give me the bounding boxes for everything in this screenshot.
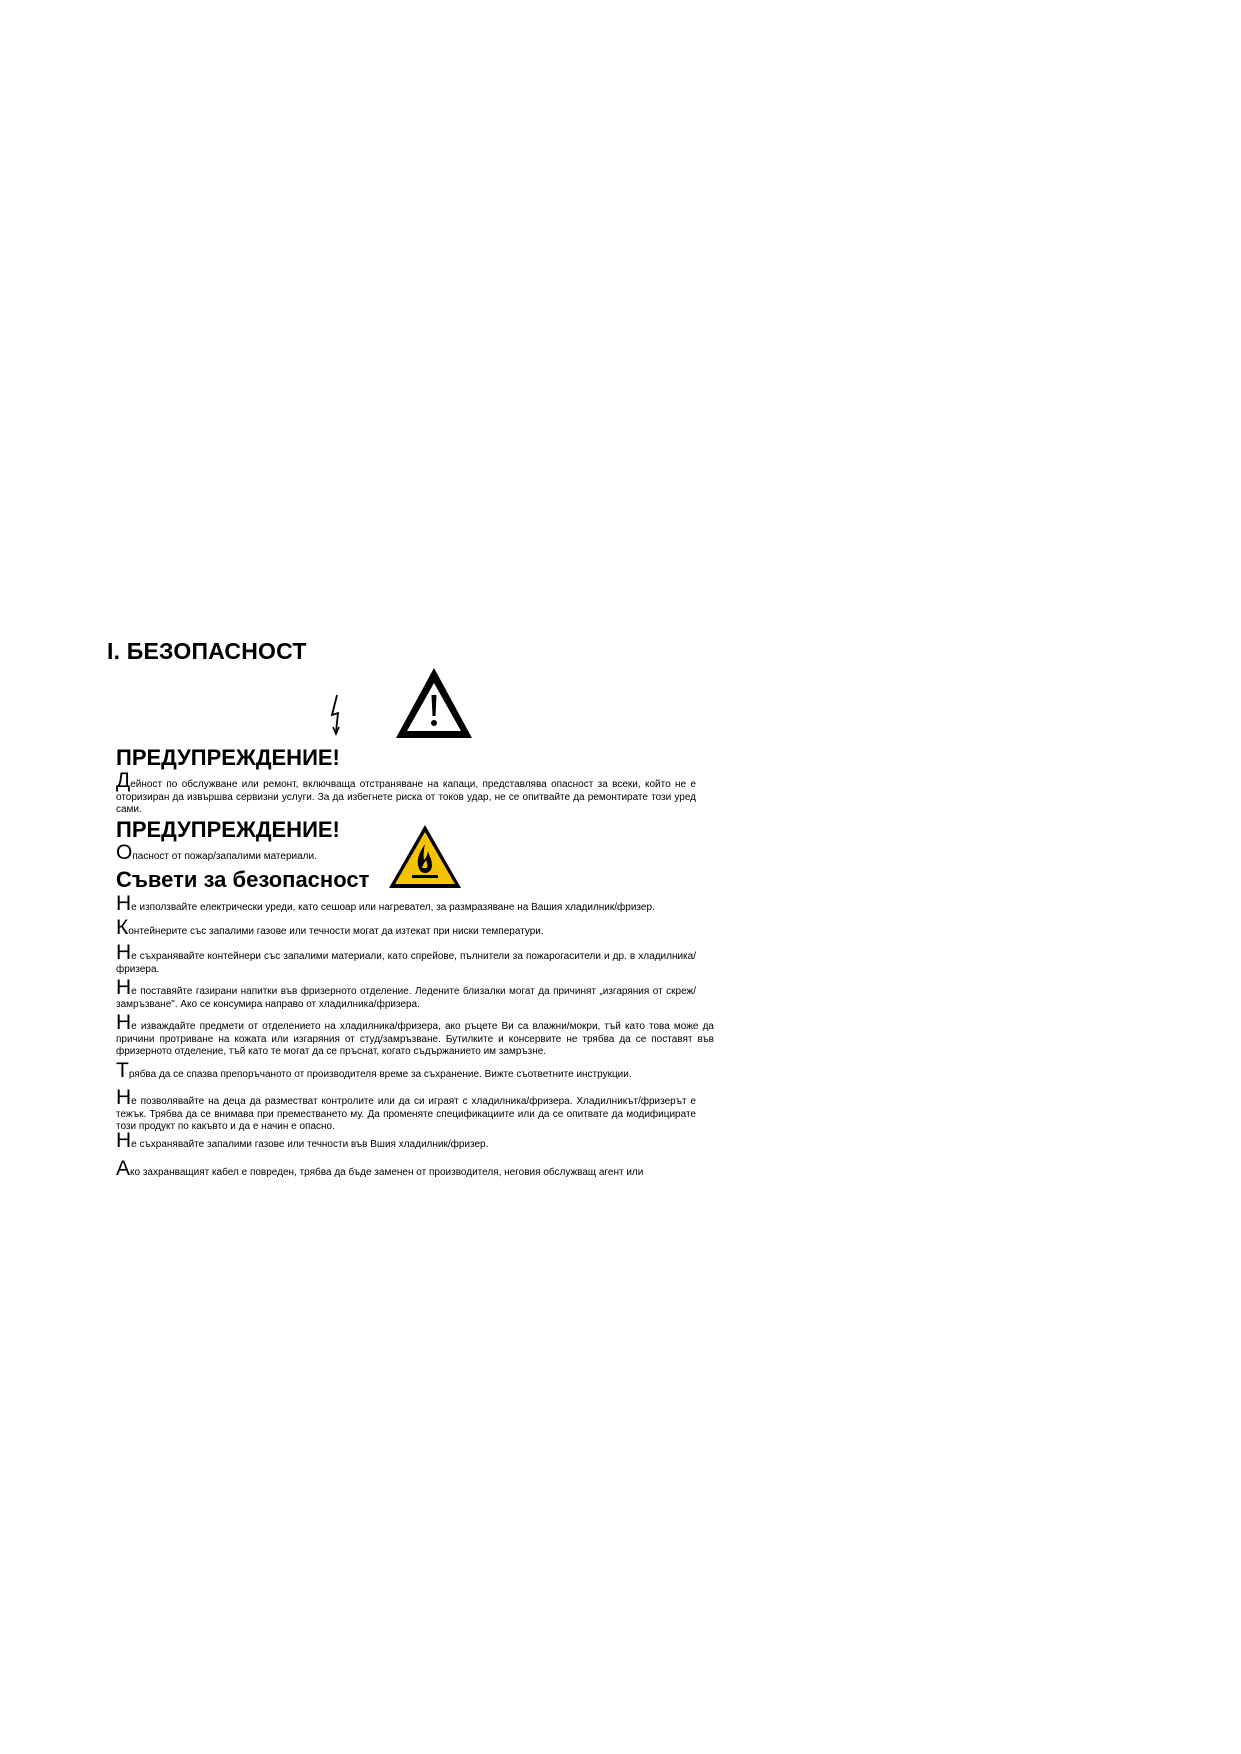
drop-initial: Д	[116, 769, 131, 792]
drop-initial: Н	[116, 1086, 132, 1109]
warning-triangle-icon	[392, 664, 476, 742]
paragraph-text: е поставяйте газирани напитки във фризерното отделение. Ледените близалки могат да причинят „изгаряния от скреж/замръзване". Ако се консумира направо от хладилника/фризера.	[116, 986, 696, 1010]
section-title: I. БЕЗОПАСНОСТ	[107, 638, 307, 664]
safety-tip	[116, 1011, 714, 1059]
warning-text-2	[116, 841, 376, 864]
paragraph-text: ко захранващият кабел е повреден, трябва да бъде заменен от производителя, неговия обслужващ агент или	[130, 1167, 644, 1178]
safety-tip	[116, 1129, 696, 1152]
warning-text-1	[116, 769, 696, 817]
paragraph-text: е съхранявайте запалими газове или течности във Вшия хладилник/фризер.	[131, 1139, 489, 1150]
safety-tip	[116, 941, 696, 976]
paragraph-text: рябва да се спазва препоръчаното от производителя време за съхранение. Вижте съответните инструкции.	[128, 1069, 632, 1080]
drop-initial: К	[116, 916, 129, 939]
electric-shock-bolt-icon	[329, 694, 345, 736]
paragraph-text: е позволявайте на деца да разместват контролите или да си играят с хладилника/фризера. Хладилникът/фризерът е тежък. Трябва да се внимава при преместването му. Да променяте спецификациите или да се опитвате да модифицирате този продукт по какъвто и да е начин е опасно.	[116, 1096, 696, 1132]
safety-tip	[116, 976, 696, 1011]
safety-tip	[116, 1157, 696, 1180]
paragraph-text: е съхранявайте контейнери със запалими материали, като спрейове, пълнители за пожарогасители и др. в хладилника/фризера.	[116, 951, 696, 975]
safety-tip	[116, 1086, 696, 1134]
safety-tip	[116, 892, 696, 915]
safety-tip	[116, 916, 696, 939]
paragraph-text: ейност по обслужване или ремонт, включваща отстраняване на капаци, представлява опасност за всеки, който не е оторизиран да извършва сервизни услуги. За да избегнете риска от токов удар, не се опитвайте да ремонтирате този уред сами.	[116, 779, 696, 815]
drop-initial: Н	[116, 1129, 132, 1152]
safety-tips-heading: Съвети за безопасност	[116, 867, 370, 892]
drop-initial: Н	[116, 976, 132, 999]
flammable-material-icon	[386, 822, 464, 892]
safety-tip	[116, 1059, 696, 1082]
drop-initial: А	[116, 1157, 131, 1180]
drop-initial: Н	[116, 892, 132, 915]
paragraph-text: е изваждайте предмети от отделението на хладилника/фризера, ако ръцете Ви са влажни/мокри, тъй като това може да причини протриване на кожата или изгаряния от студ/замръзване. Бутилките и консервите не трябва да се поставят във фризерното отделение, тъй като те могат да се пръснат, когато съдържанието им замръзне.	[116, 1021, 714, 1057]
paragraph-text: онтейнерите със запалими газове или течности могат да изтекат при ниски температури.	[128, 926, 544, 937]
warning-heading-1: ПРЕДУПРЕЖДЕНИЕ!	[116, 745, 340, 770]
paragraph-text: е използвайте електрически уреди, като сешоар или нагревател, за размразяване на Вашия хладилник/фризер.	[131, 902, 655, 913]
paragraph-text: пасност от пожар/запалими материали.	[132, 851, 317, 862]
drop-initial: О	[116, 841, 133, 864]
warning-heading-2: ПРЕДУПРЕЖДЕНИЕ!	[116, 817, 340, 842]
drop-initial: Н	[116, 1011, 132, 1034]
drop-initial: Н	[116, 941, 132, 964]
drop-initial: Т	[116, 1059, 129, 1082]
